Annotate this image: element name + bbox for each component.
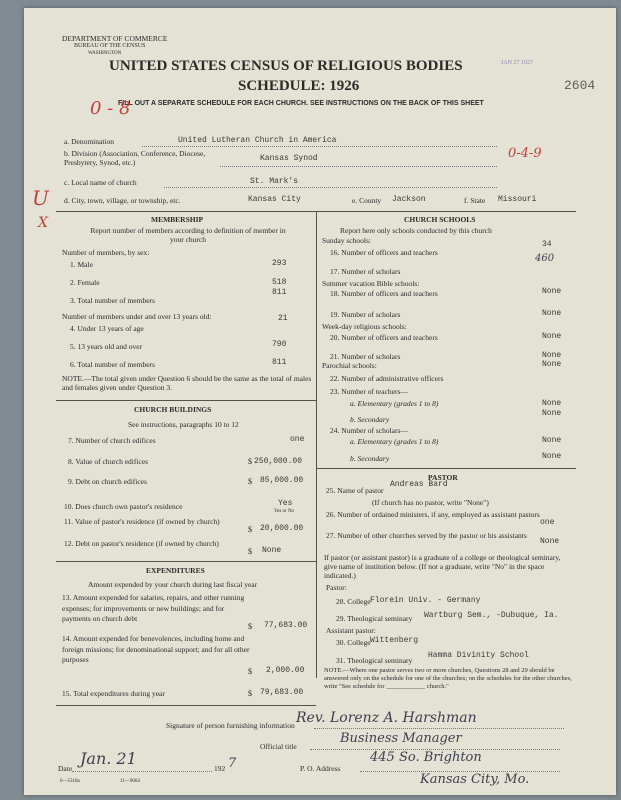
q7-label: 7. Number of church edifices — [68, 436, 156, 445]
q24a-label: a. Elementary (grades 1 to 8) — [350, 437, 439, 446]
expenditures-intro: Amount expended by your church during last fiscal year — [88, 580, 258, 589]
q15-label: 15. Total expenditures during year — [62, 689, 165, 698]
department-label: DEPARTMENT OF COMMERCE — [62, 34, 168, 43]
q11-dollar: $ — [248, 525, 252, 534]
q10-value: Yes — [278, 499, 293, 508]
q28-label: 28. College — [336, 597, 371, 606]
q17-label: 17. Number of scholars — [330, 267, 401, 276]
stamp-number: 2604 — [564, 78, 596, 93]
received-stamp: JAN 27 1927 — [501, 60, 534, 66]
state-label: f. State — [464, 196, 486, 205]
q31-value: Hamma Divinity School — [428, 651, 529, 660]
q24-label: 24. Number of scholars— — [330, 426, 408, 435]
sunday-label: Sunday schools: — [322, 236, 371, 245]
red-mark-u: U — [32, 186, 49, 210]
q11-value: 20,000.00 — [260, 524, 304, 533]
q23-label: 23. Number of teachers— — [330, 387, 408, 396]
q21-value: None — [542, 351, 562, 360]
yes-no-caption: Yes or No — [274, 509, 295, 514]
po-address-line1: 445 So. Brighton — [370, 750, 482, 765]
po-address-line2: Kansas City, Mo. — [420, 772, 530, 787]
denomination-label: a. Denomination — [64, 137, 114, 146]
over13-label: 5. 13 years old and over — [70, 342, 143, 351]
q23a-value: None — [542, 399, 562, 408]
q15-value: 79,683.00 — [260, 688, 304, 697]
instruction-line: FILL OUT A SEPARATE SCHEDULE FOR EACH CHURCH. SEE INSTRUCTIONS ON THE BACK OF THIS SHEET — [118, 100, 484, 107]
buildings-title: CHURCH BUILDINGS — [134, 405, 212, 414]
q9-value: 85,000.00 — [260, 476, 304, 485]
bureau-label: BUREAU OF THE CENSUS — [74, 43, 146, 49]
q25-note: (If church has no pastor, write "None") — [372, 498, 489, 507]
q24b-label: b. Secondary — [350, 454, 390, 463]
division-label: b. Division (Association, Conference, Diocese, Presbytery, Synod, etc.) — [64, 149, 206, 167]
q28-value: Florein Univ. - Germany — [370, 596, 481, 605]
official-title-value: Business Manager — [340, 731, 462, 746]
date-label: Date — [58, 764, 73, 773]
q7-value: one — [290, 435, 305, 444]
county-value: Jackson — [392, 195, 426, 204]
q19-label: 19. Number of scholars — [330, 310, 401, 319]
q13-value: 77,683.00 — [264, 621, 308, 630]
q29-value: Wartburg Sem., -Dubuque, Ia. — [424, 611, 559, 620]
form-number-b: 11—9064 — [120, 779, 140, 784]
q14-dollar: $ — [248, 667, 252, 676]
census-form-page — [24, 8, 616, 795]
q8-dollar: $ — [248, 457, 252, 466]
q12-dollar: $ — [248, 547, 252, 556]
total-value: 811 — [272, 288, 287, 297]
q30-value: Wittenberg — [370, 636, 419, 645]
pastor-sub-label: Pastor: — [326, 583, 347, 592]
q22-label: 22. Number of administrative officers — [330, 374, 444, 383]
po-address-label: P. O. Address — [300, 764, 341, 773]
official-title-label: Official title — [260, 742, 297, 751]
q29-label: 29. Theological seminary — [336, 614, 413, 623]
q16-value: 34 — [542, 240, 552, 249]
city-value: Kansas City — [248, 195, 301, 204]
form-number-a: 6—5318a — [60, 779, 80, 784]
q18-label: 18. Number of officers and teachers — [330, 289, 438, 298]
q13-dollar: $ — [248, 622, 252, 631]
assistant-label: Assistant pastor: — [326, 626, 376, 635]
parochial-label: Parochial schools: — [322, 361, 377, 370]
by-sex-label: Number of members, by sex: — [62, 248, 150, 257]
graduate-note: If pastor (or assistant pastor) is a graduate of a college or theological seminary, give name of institution below. (If not a graduate, write "No" in the space indicated.) — [324, 553, 561, 580]
q9-dollar: $ — [248, 477, 252, 486]
denomination-value: United Lutheran Church in America — [178, 136, 337, 145]
female-value: 518 — [272, 278, 287, 287]
q14-value: 2,000.00 — [266, 666, 305, 675]
schedule-title: SCHEDULE: 1926 — [238, 78, 360, 94]
q31-label: 31. Theological seminary — [336, 656, 413, 665]
male-label: 1. Male — [70, 260, 93, 269]
q13-label: 13. Amount expended for salaries, repairs, and other running expenses; for improvements or new buildings; and for payments on church debt — [62, 593, 245, 623]
pastor-note: NOTE.—Where one pastor serves two or more churches, Questions 28 and 29 should be answered only on the schedule for one of the churches; on the schedules for the other churches, write "See schedule for ____________ church." — [324, 667, 572, 690]
male-value: 293 — [272, 259, 287, 268]
summer-label: Summer vacation Bible schools: — [322, 279, 420, 288]
signature-value: Rev. Lorenz A. Harshman — [296, 710, 477, 726]
q20-value: None — [542, 332, 562, 341]
q14-label: 14. Amount expended for benevolences, including home and foreign missions; for denominational support; and for all other purposes — [62, 634, 250, 664]
total2-value: 811 — [272, 358, 287, 367]
q25-label: 25. Name of pastor — [326, 486, 384, 495]
q8-label: 8. Value of church edifices — [68, 457, 149, 466]
membership-title: MEMBERSHIP — [151, 215, 204, 224]
division-value: Kansas Synod — [260, 154, 318, 163]
schools-intro: Report here only schools conducted by this church — [340, 226, 492, 235]
q18-value: None — [542, 287, 562, 296]
q21-label: 21. Number of scholars — [330, 352, 401, 361]
q23a-label: a. Elementary (grades 1 to 8) — [350, 399, 439, 408]
q9-label: 9. Debt on church edifices — [68, 477, 147, 486]
expenditures-title: EXPENDITURES — [146, 566, 205, 575]
under13-label: 4. Under 13 years of age — [70, 324, 144, 333]
local-name-label: c. Local name of church — [64, 178, 137, 187]
q15-dollar: $ — [248, 689, 252, 698]
q8-value: 250,000.00 — [254, 457, 303, 466]
q11-label: 11. Value of pastor's residence (if owned by church) — [64, 517, 220, 526]
q24a-value: None — [542, 436, 562, 445]
age-intro: Number of members under and over 13 years old: — [62, 312, 212, 321]
pastor-title: PASTOR — [428, 473, 458, 482]
membership-intro: Report number of members according to definition of member in your church — [90, 226, 286, 244]
red-mark-right: 0-4-9 — [508, 146, 542, 161]
q12-value: None — [262, 546, 282, 555]
q23b-value: None — [542, 409, 562, 418]
red-mark-top: 0 - 8 — [90, 98, 131, 119]
parochial-q22-top: None — [542, 360, 562, 369]
local-name-value: St. Mark's — [250, 177, 299, 186]
q19-value: None — [542, 309, 562, 318]
red-mark-x: X — [38, 215, 48, 231]
city-field-label: d. City, town, village, or township, etc. — [64, 196, 181, 205]
female-label: 2. Female — [70, 278, 100, 287]
over13-value: 790 — [272, 340, 287, 349]
weekday-label: Week-day religious schools: — [322, 322, 407, 331]
year-digit: 7 — [228, 756, 237, 771]
form-title: UNITED STATES CENSUS OF RELIGIOUS BODIES — [109, 58, 463, 74]
q17-value: 460 — [535, 253, 555, 264]
q26-label: 26. Number of ordained ministers, if any, employed as assistant pastors — [326, 510, 540, 519]
q25-value: Andreas Bard — [390, 480, 448, 489]
signature-label: Signature of person furnishing information — [166, 721, 295, 730]
schools-title: CHURCH SCHOOLS — [404, 215, 476, 224]
city-label: WASHINGTON — [88, 51, 122, 56]
q24b-value: None — [542, 452, 562, 461]
q12-label: 12. Debt on pastor's residence (if owned by church) — [64, 539, 219, 548]
under13-value: 21 — [278, 314, 288, 323]
state-value: Missouri — [498, 195, 537, 204]
q30-label: 30. College — [336, 638, 371, 647]
total2-label: 6. Total number of members — [70, 360, 155, 369]
county-label: e. County — [352, 196, 382, 205]
buildings-intro: See instructions, paragraphs 10 to 12 — [128, 420, 239, 429]
q23b-label: b. Secondary — [350, 415, 390, 424]
q20-label: 20. Number of officers and teachers — [330, 333, 438, 342]
year-prefix: 192 — [214, 764, 226, 773]
date-value: Jan. 21 — [80, 749, 137, 768]
q27-label: 27. Number of other churches served by the pastor or his assistants — [326, 531, 527, 540]
q10-label: 10. Does church own pastor's residence — [64, 502, 183, 511]
total-label: 3. Total number of members — [70, 296, 155, 305]
q16-label: 16. Number of officers and teachers — [330, 248, 438, 257]
q27-value: None — [540, 537, 560, 546]
membership-note: NOTE.—The total given under Question 6 should be the same as the total of males and females given under Question 3. — [62, 374, 312, 392]
q26-value: one — [540, 518, 555, 527]
